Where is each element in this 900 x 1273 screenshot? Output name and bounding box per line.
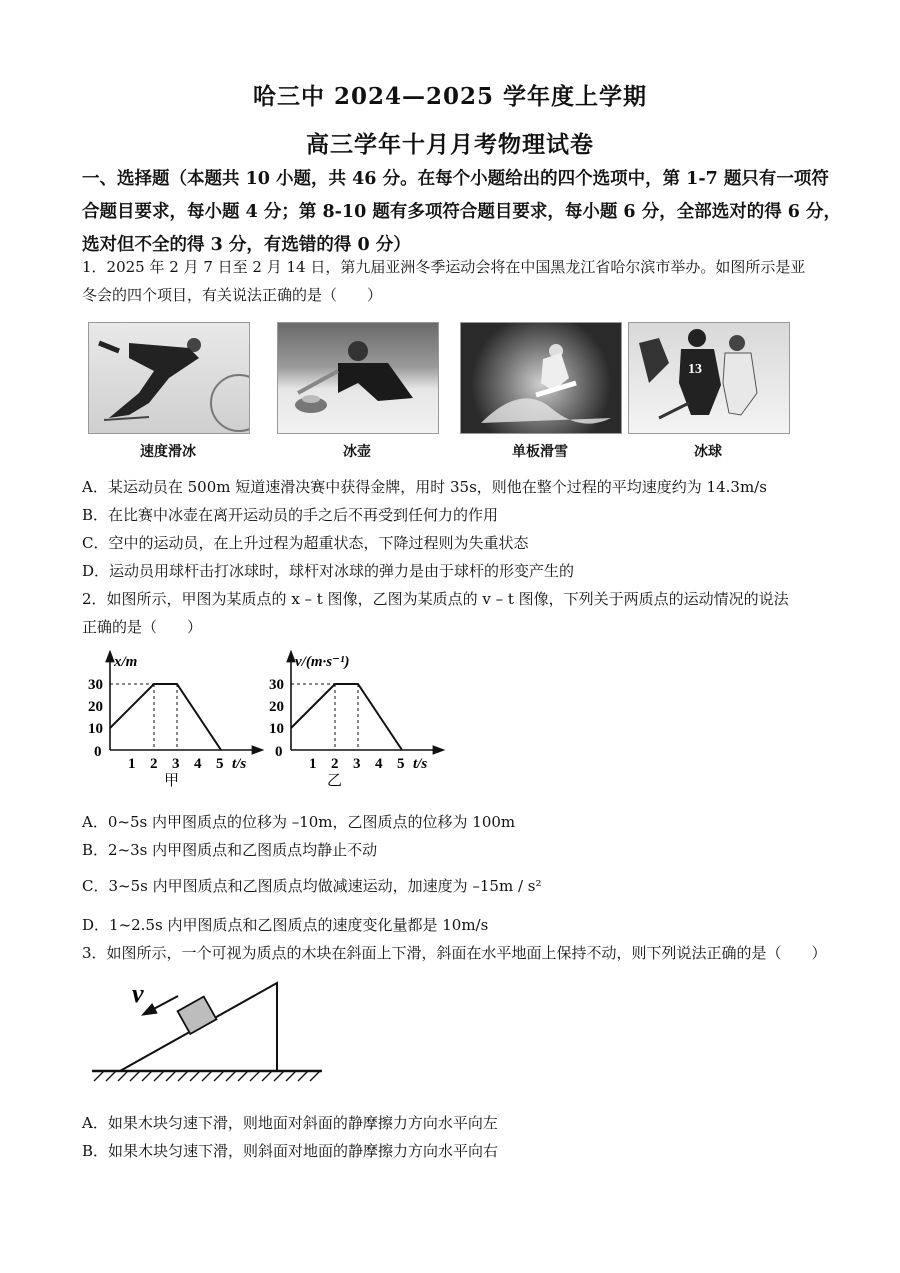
q2-option-c: C．3~5s 内甲图质点和乙图质点均做减速运动，加速度为 –15m / s² bbox=[82, 877, 542, 895]
q2-option-d: D．1~2.5s 内甲图质点和乙图质点的速度变化量都是 10m/s bbox=[82, 916, 489, 934]
section-line-2: 合题目要求，每小题 4 分；第 8-10 题有多项符合题目要求，每小题 6 分，全部选对的得 6 分， bbox=[82, 202, 842, 222]
caption-snowboard: 单板滑雪 bbox=[512, 444, 568, 460]
incline-diagram bbox=[90, 970, 330, 1085]
q3-option-a: A．如果木块匀速下滑，则地面对斜面的静摩擦力方向水平向左 bbox=[82, 1114, 498, 1132]
jia-ytick: 10 bbox=[88, 721, 103, 737]
yi-ytick: 20 bbox=[269, 699, 284, 715]
yi-xtick: 4 bbox=[375, 756, 383, 772]
curling-photo bbox=[277, 322, 439, 434]
velocity-arrow bbox=[148, 996, 178, 1012]
caption-speed-skating: 速度滑冰 bbox=[140, 444, 196, 460]
section-line-3: 选对但不全的得 3 分，有选错的得 0 分） bbox=[82, 235, 411, 255]
snowboard-photo bbox=[460, 322, 622, 434]
jia-xtick: 0 bbox=[94, 744, 102, 760]
q1-option-c: C．空中的运动员，在上升过程为超重状态，下降过程则为失重状态 bbox=[82, 534, 529, 552]
q2-option-a: A．0~5s 内甲图质点的位移为 –10m，乙图质点的位移为 100m bbox=[82, 813, 516, 831]
yi-xtick: 0 bbox=[275, 744, 283, 760]
jia-ylabel: x/m bbox=[114, 654, 138, 670]
caption-curling: 冰壶 bbox=[343, 444, 371, 460]
ice-hockey-photo bbox=[628, 322, 790, 434]
yi-ylabel: v/(m·s⁻¹) bbox=[295, 654, 350, 670]
yi-curve bbox=[291, 684, 402, 750]
jia-xtick: 5 bbox=[216, 756, 224, 772]
yi-xtick: 2 bbox=[331, 756, 339, 772]
yi-xtick: 5 bbox=[397, 756, 405, 772]
caption-ice-hockey: 冰球 bbox=[694, 444, 722, 460]
q2-stem-line1: 2．如图所示，甲图为某质点的 x – t 图像，乙图为某质点的 v – t 图像，下列关于两质点的运动情况的说法 bbox=[82, 590, 789, 608]
q1-option-d: D．运动员用球杆击打冰球时，球杆对冰球的弹力是由于球杆的形变产生的 bbox=[82, 562, 575, 580]
jia-xtick: 4 bbox=[194, 756, 202, 772]
jia-ytick: 30 bbox=[88, 677, 103, 693]
jia-xtick: 1 bbox=[128, 756, 136, 772]
ground-hatching bbox=[94, 1071, 320, 1081]
svg-text:13: 13 bbox=[688, 362, 702, 377]
yi-ytick: 10 bbox=[269, 721, 284, 737]
velocity-label: v bbox=[132, 979, 144, 1008]
exam-title-line1: 哈三中 2024—2025 学年度上学期 bbox=[252, 83, 648, 110]
q3-option-b: B．如果木块匀速下滑，则斜面对地面的静摩擦力方向水平向右 bbox=[82, 1142, 499, 1160]
yi-xtick: 1 bbox=[309, 756, 317, 772]
jia-ytick: 20 bbox=[88, 699, 103, 715]
q3-stem: 3．如图所示，一个可视为质点的木块在斜面上下滑，斜面在水平地面上保持不动，则下列说法正确的是（ ） bbox=[82, 944, 827, 962]
q1-option-b: B．在比赛中冰壶在离开运动员的手之后不再受到任何力的作用 bbox=[82, 506, 499, 524]
yi-xlabel: t/s bbox=[413, 756, 428, 772]
jia-xtick: 3 bbox=[172, 756, 180, 772]
q1-stem-line1: 1．2025 年 2 月 7 日至 2 月 14 日，第九届亚洲冬季运动会将在中国黑龙江省哈尔滨市举办。如图所示是亚 bbox=[82, 258, 806, 276]
section-instructions bbox=[82, 163, 842, 262]
jia-curve bbox=[110, 684, 221, 750]
graph-yi bbox=[257, 650, 457, 790]
exam-title-line2: 高三学年十月月考物理试卷 bbox=[306, 131, 594, 158]
wooden-block bbox=[178, 997, 217, 1034]
q1-stem-line2: 冬会的四个项目，有关说法正确的是（ ） bbox=[82, 286, 383, 304]
jia-caption: 甲 bbox=[164, 773, 180, 789]
yi-xtick: 3 bbox=[353, 756, 361, 772]
yi-ytick: 30 bbox=[269, 677, 284, 693]
section-line-1: 一、选择题（本题共 10 小题，共 46 分。在每个小题给出的四个选项中，第 1-7 题只有一项符 bbox=[82, 169, 829, 189]
q1-option-a: A．某运动员在 500m 短道速滑决赛中获得金牌，用时 35s，则他在整个过程的平均速度约为 14.3m/s bbox=[82, 478, 767, 496]
q2-option-b: B．2~3s 内甲图质点和乙图质点均静止不动 bbox=[82, 841, 378, 859]
jia-xlabel: t/s bbox=[232, 756, 247, 772]
jia-xtick: 2 bbox=[150, 756, 158, 772]
graph-jia bbox=[80, 650, 270, 790]
yi-caption: 乙 bbox=[327, 773, 343, 789]
speed-skating-photo bbox=[88, 322, 250, 434]
q2-stem-line2: 正确的是（ ） bbox=[82, 618, 203, 636]
